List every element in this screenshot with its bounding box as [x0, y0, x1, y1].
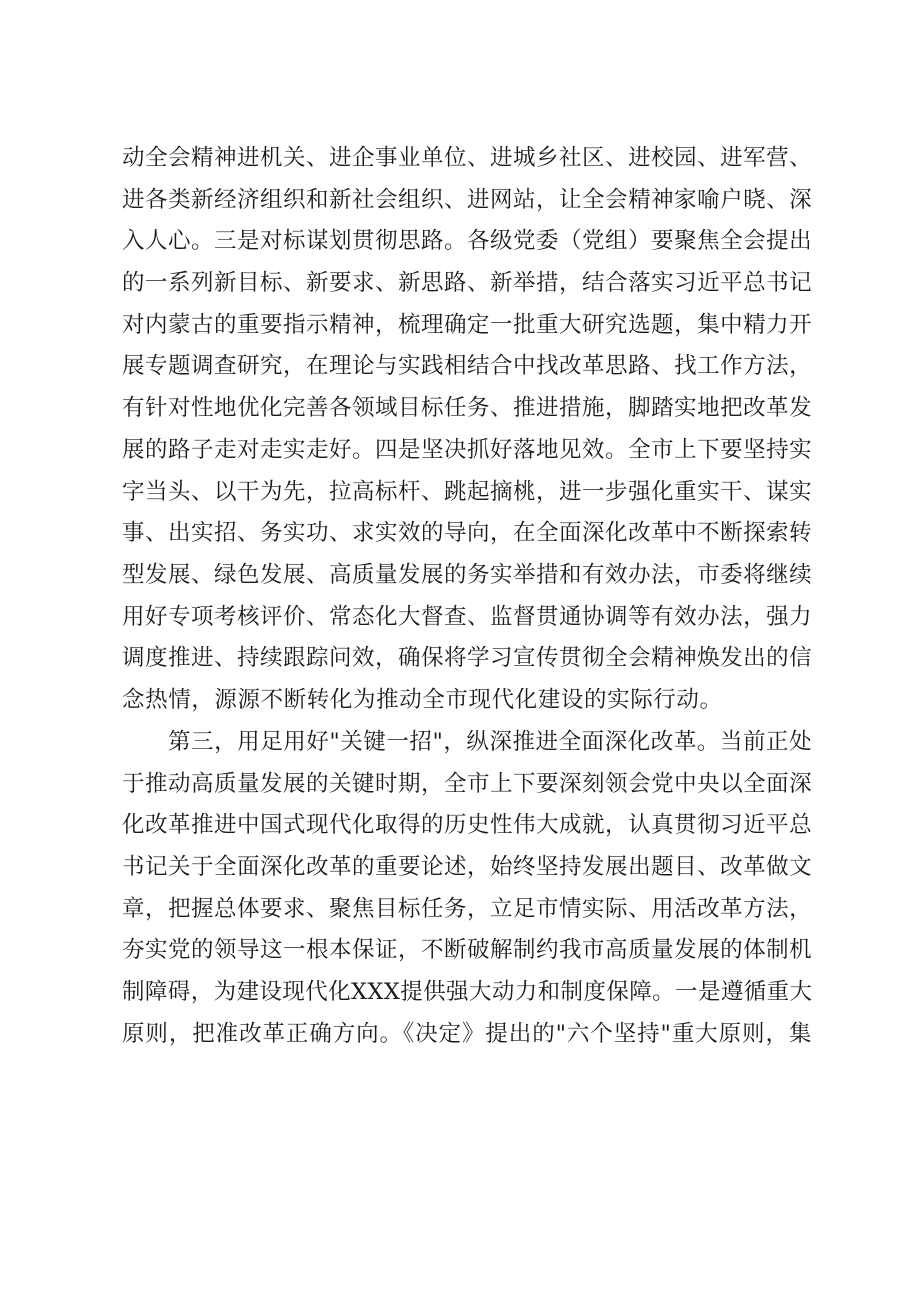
paragraph-line: 动全会精神进机关、进企事业单位、进城乡社区、进校园、进军营、 [122, 145, 812, 171]
paragraph-line: 事、出实招、务实功、求实效的导向，在全面深化改革中不断探索转 [122, 520, 812, 547]
paragraph-line: 展的路子走对走实走好。四是坚决抓好落地见效。全市上下要坚持实 [122, 436, 812, 463]
paragraph-line: 用好专项考核评价、常态化大督查、监督贯通协调等有效办法，强力 [122, 603, 812, 630]
paragraph-line: 章，把握总体要求、聚焦目标任务，立足市情实际、用活改革方法， [122, 895, 812, 922]
paragraph-line: 对内蒙古的重要指示精神，梳理确定一批重大研究选题，集中精力开 [122, 311, 812, 338]
paragraph-line: 进各类新经济组织和新社会组织、进网站，让全会精神家喻户晓、深 [122, 186, 812, 213]
paragraph-line: 调度推进、持续跟踪问效，确保将学习宣传贯彻全会精神焕发出的信 [122, 645, 812, 672]
paragraph-line: 制障碍，为建设现代化XXX提供强大动力和制度保障。一是遵循重大 [122, 979, 813, 1006]
paragraph-line: 化改革推进中国式现代化取得的历史性伟大成就，认真贯彻习近平总 [122, 812, 812, 839]
paragraph-line: 书记关于全面深化改革的重要论述，始终坚持发展出题目、改革做文 [122, 854, 812, 881]
paragraph-2 [122, 722, 812, 1056]
paragraph-1 [122, 138, 812, 722]
paragraph-line: 的一系列新目标、新要求、新思路、新举措，结合落实习近平总书记 [122, 270, 812, 297]
paragraph-line: 展专题调查研究，在理论与实践相结合中找改革思路、找工作方法， [122, 353, 812, 380]
paragraph-line: 有针对性地优化完善各领域目标任务、推进措施，脚踏实地把改革发 [122, 395, 812, 422]
paragraph-line: 入人心。三是对标谋划贯彻思路。各级党委（党组）要聚焦全会提出 [122, 228, 812, 255]
paragraph-line: 原则，把准改革正确方向。《决定》提出的"六个坚持"重大原则，集 [122, 1020, 812, 1047]
paragraph-line: 于推动高质量发展的关键时期，全市上下要深刻领会党中央以全面深 [122, 770, 812, 797]
paragraph-line: 型发展、绿色发展、高质量发展的务实举措和有效办法，市委将继续 [122, 561, 812, 588]
paragraph-line: 第三，用足用好"关键一招"，纵深推进全面深化改革。当前正处 [168, 729, 812, 755]
paragraph-line: 念热情，源源不断转化为推动全市现代化建设的实际行动。 [122, 686, 723, 713]
paragraph-line: 夯实党的领导这一根本保证，不断破解制约我市高质量发展的体制机 [122, 937, 812, 964]
paragraph-line: 字当头、以干为先，拉高标杆、跳起摘桃，进一步强化重实干、谋实 [122, 478, 812, 505]
